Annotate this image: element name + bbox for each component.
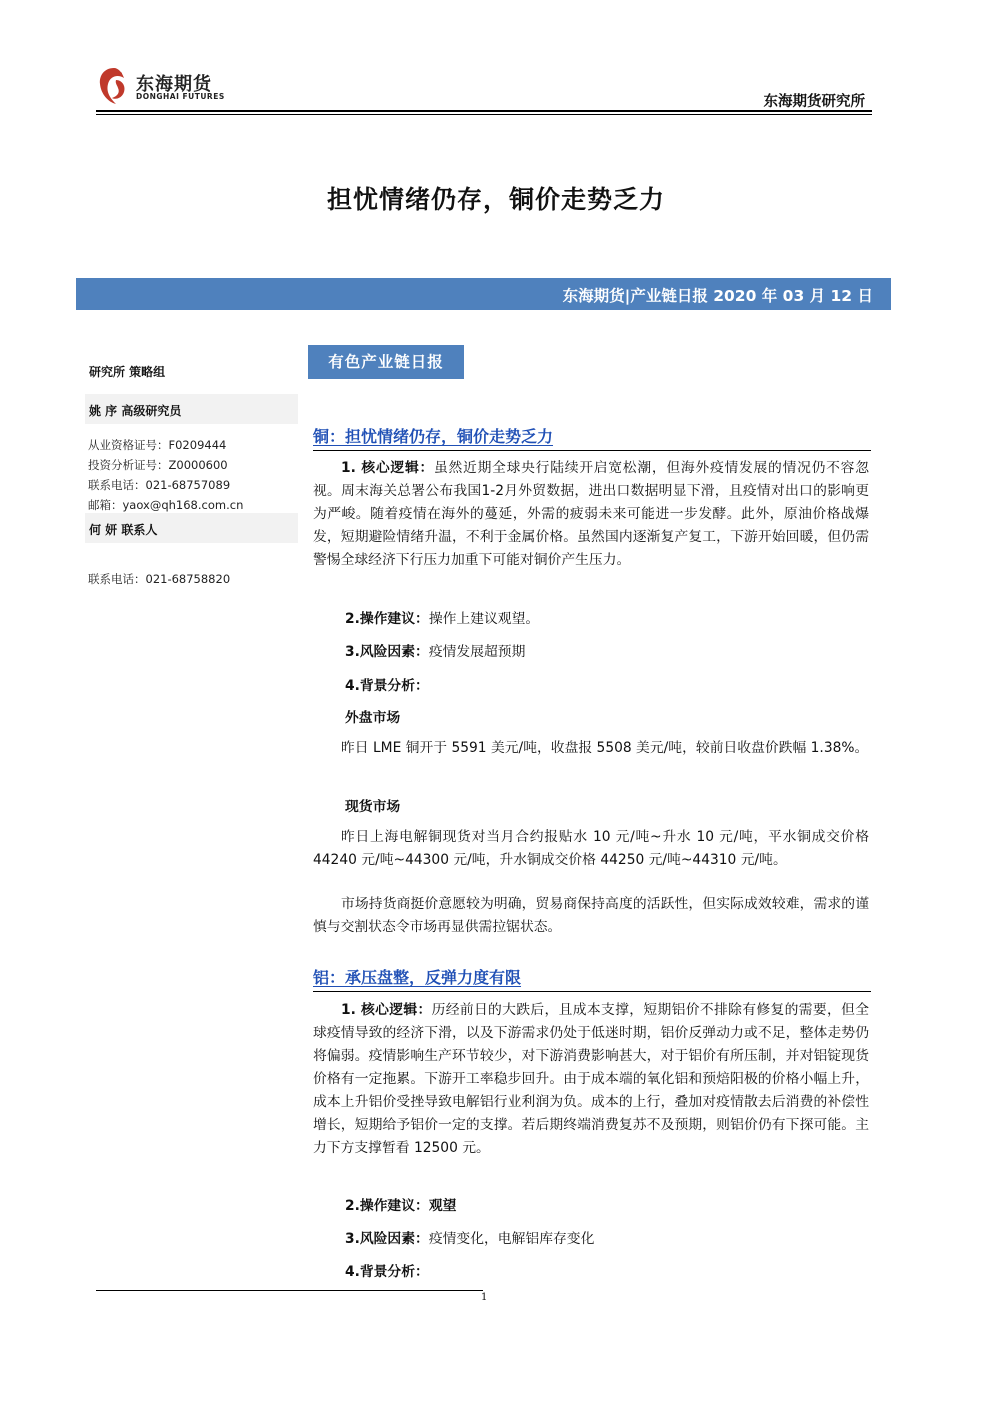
header-rule-thin	[96, 114, 872, 115]
qualification-number: 从业资格证号：F0209444	[88, 438, 227, 452]
aluminum-logic-text: 历经前日的大跌后，且成本支撑，短期铝价不排除有修复的需要，但全球疫情导致的经济下滑，以及下游需求仍处于低迷时期，铝价反弹动力或不足，整体走势仍将偏弱。疫情影响生产环节较少，对下游消费影响甚大，对于铝价有所压制，并对铝锭现货价格有一定拖累。下游开工率稳步回升。由于成本端的氧化铝和预焙阳极的价格小幅上升，成本上升铝价受挫导致电解铝行业利润为负。成本的上行，叠加对疫情散去后消费的补偿性增长，短期给予铝价一定的支撑。若后期终端消费复苏不及预期，则铝价仍有下探可能。主力下方支撑暂看 12500 元。	[313, 1002, 869, 1156]
copper-advice-text: 操作上建议观望。	[428, 611, 540, 627]
analyst1-title: 姚 序 高级研究员	[89, 404, 182, 418]
aluminum-logic-label: 1. 核心逻辑：	[341, 1002, 432, 1018]
copper-heading[interactable]: 铜：担忧情绪仍存，铜价走势乏力	[313, 427, 554, 446]
header-rule	[96, 110, 872, 112]
section-tag: 有色产业链日报	[308, 345, 464, 379]
copper-heading-rule	[313, 450, 871, 451]
aluminum-advice	[345, 1194, 456, 1214]
dragon-logo-icon	[96, 64, 132, 108]
analyst2-phone: 联系电话：021-68758820	[88, 572, 231, 586]
banner-text: 东海期货|产业链日报 2020 年 03 月 12 日	[562, 287, 873, 305]
copper-risk-text: 疫情发展超预期	[428, 644, 526, 660]
aluminum-bg-label: 4.背景分析：	[345, 1264, 429, 1280]
logo-cn-text: 东海期货	[136, 74, 212, 95]
company-logo	[96, 64, 256, 110]
dept-label: 研究所 策略组	[89, 365, 166, 379]
aluminum-heading-rule	[313, 991, 871, 992]
copper-advice	[345, 607, 539, 627]
copper-risk	[345, 640, 525, 660]
aluminum-heading[interactable]: 铝：承压盘整，反弹力度有限	[313, 968, 522, 987]
copper-spot-text: 昨日上海电解铜现货对当月合约报贴水 10 元/吨~升水 10 元/吨，平水铜成交价格 44240 元/吨~44300 元/吨，升水铜成交价格 44250 元/吨~44310 元/吨。	[313, 829, 869, 868]
report-banner	[76, 278, 891, 310]
copper-spot-label: 现货市场	[345, 799, 401, 815]
copper-spot-text-2: 市场持货商挺价意愿较为明确，贸易商保持高度的活跃性，但实际成效较难，需求的谨慎与交割状态令市场再显供需拉锯状态。	[313, 896, 869, 935]
copper-logic-text: 虽然近期全球央行陆续开启宽松潮，但海外疫情发展的情况仍不容忽视。周末海关总署公布我国1-2月外贸数据，进出口数据明显下滑，且疫情对出口的影响更为严峻。随着疫情在海外的蔓延，外需的疲弱未来可能进一步发酵。此外，原油价格战爆发，短期避险情绪升温，不利于金属价格。虽然国内逐渐复产复工，下游开始回暖，但仍需警惕全球经济下行压力加重下可能对铜价产生压力。	[313, 460, 869, 568]
copper-outer-text: 昨日 LME 铜开于 5591 美元/吨，收盘报 5508 美元/吨，较前日收盘价跌幅 1.38%。	[341, 740, 869, 756]
aluminum-core-logic	[313, 999, 869, 1160]
copper-core-logic	[313, 457, 869, 572]
report-title: 担忧情绪仍存，铜价走势乏力	[326, 185, 665, 214]
analyst1-row	[85, 394, 298, 424]
copper-bg-label: 4.背景分析：	[345, 678, 429, 694]
investment-analysis-number: 投资分析证号：Z0000600	[88, 458, 228, 472]
institute-name: 东海期货研究所	[763, 94, 865, 110]
analyst1-email[interactable]: 邮箱：yaox@qh168.com.cn	[88, 498, 244, 512]
analyst2-title: 何 妍 联系人	[89, 523, 158, 537]
page-number: 1	[481, 1292, 488, 1303]
analyst2-row	[85, 513, 298, 543]
copper-logic-label: 1. 核心逻辑：	[341, 460, 434, 476]
analyst1-phone: 联系电话：021-68757089	[88, 478, 231, 492]
copper-advice-label: 2.操作建议：	[345, 611, 429, 627]
copper-risk-label: 3.风险因素：	[345, 644, 429, 660]
dept-row	[85, 355, 298, 385]
copper-spot-market	[345, 795, 400, 815]
aluminum-background	[345, 1260, 429, 1280]
aluminum-risk	[345, 1227, 594, 1247]
logo-en-text: DONGHAI FUTURES	[136, 92, 225, 101]
aluminum-advice-text: 观望	[428, 1198, 457, 1214]
aluminum-risk-label: 3.风险因素：	[345, 1231, 429, 1247]
aluminum-risk-text: 疫情变化，电解铝库存变化	[428, 1231, 595, 1247]
copper-outer-label: 外盘市场	[345, 710, 401, 726]
copper-background	[345, 674, 429, 694]
copper-outer-market	[345, 706, 400, 726]
aluminum-advice-label: 2.操作建议：	[345, 1198, 429, 1214]
footer-rule	[96, 1290, 483, 1291]
